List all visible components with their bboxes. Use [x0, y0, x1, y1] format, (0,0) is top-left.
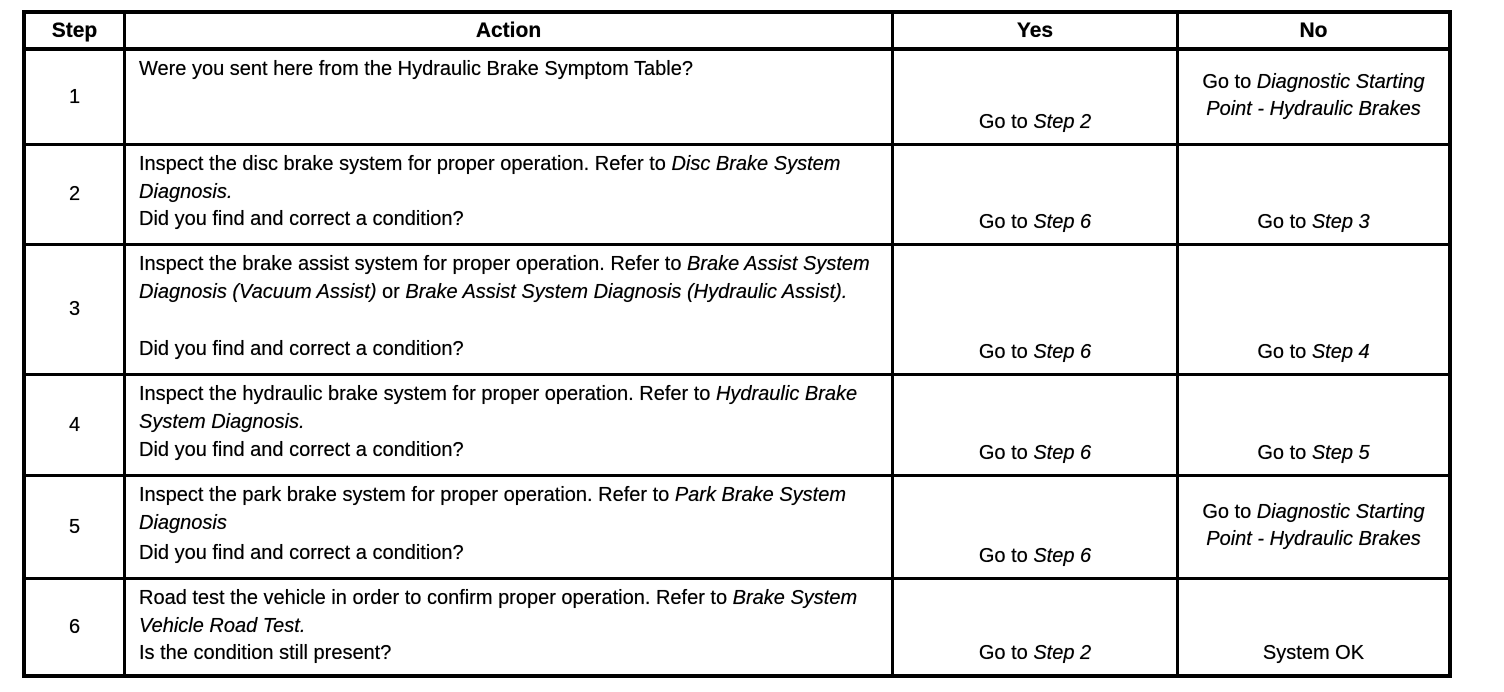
no-cell-1 — [1179, 51, 1448, 146]
action-cell-1 — [126, 51, 894, 146]
no-text: Go to Diagnostic Starting Point - Hydraulic Brakes — [1202, 501, 1425, 550]
yes-cell-4 — [894, 376, 1179, 477]
action-question: Is the condition still present? — [139, 642, 392, 665]
step-cell-2: 2 — [26, 146, 126, 246]
no-text: Go to Step 3 — [1257, 211, 1370, 233]
yes-cell-2 — [894, 146, 1179, 246]
action-text: Road test the vehicle in order to confirm proper operation. Refer to Brake System Vehicle Road Test. — [139, 587, 858, 637]
no-text: Go to Diagnostic Starting Point - Hydraulic Brakes — [1202, 71, 1425, 120]
action-text: Inspect the park brake system for proper operation. Refer to Park Brake System Diagnosis — [139, 484, 846, 534]
yes-text: Go to Step 6 — [978, 442, 1092, 464]
action-text: Inspect the hydraulic brake system for proper operation. Refer to Hydraulic Brake System Diagnosis. — [139, 383, 858, 433]
action-text: Inspect the brake assist system for proper operation. Refer to Brake Assist System Diagnosis (Vacuum Assist) or Brake Assist System Diagnosis (Hydraulic Assist). — [139, 253, 870, 303]
no-text: System OK — [1262, 642, 1365, 664]
action-text: Were you sent here from the Hydraulic Brake Symptom Table? — [139, 58, 693, 80]
action-question: Did you find and correct a condition? — [139, 338, 464, 361]
header-yes: Yes — [894, 14, 1179, 51]
action-cell-6 — [126, 580, 894, 674]
yes-text: Go to Step 6 — [978, 545, 1092, 567]
no-cell-4 — [1179, 376, 1448, 477]
yes-cell-3 — [894, 246, 1179, 376]
no-cell-6 — [1179, 580, 1448, 674]
action-cell-4 — [126, 376, 894, 477]
action-question: Did you find and correct a condition? — [139, 439, 464, 462]
yes-cell-5 — [894, 477, 1179, 580]
step-cell-5: 5 — [26, 477, 126, 580]
step-cell-1: 1 — [26, 51, 126, 146]
action-text: Inspect the disc brake system for proper operation. Refer to Disc Brake System Diagnosis. — [139, 153, 841, 203]
header-step: Step — [26, 14, 126, 51]
action-question: Did you find and correct a condition? — [139, 542, 464, 565]
action-cell-2 — [126, 146, 894, 246]
yes-cell-6 — [894, 580, 1179, 674]
header-action: Action — [126, 14, 894, 51]
action-cell-5 — [126, 477, 894, 580]
no-cell-3 — [1179, 246, 1448, 376]
yes-cell-1 — [894, 51, 1179, 146]
diagnostic-table — [22, 10, 1452, 678]
yes-text: Go to Step 2 — [978, 642, 1092, 664]
action-cell-3 — [126, 246, 894, 376]
no-text: Go to Step 4 — [1257, 341, 1370, 363]
no-cell-2 — [1179, 146, 1448, 246]
step-cell-6: 6 — [26, 580, 126, 674]
step-cell-4: 4 — [26, 376, 126, 477]
yes-text: Go to Step 6 — [978, 211, 1092, 233]
header-no: No — [1179, 14, 1448, 51]
yes-text: Go to Step 2 — [978, 111, 1092, 133]
action-question: Did you find and correct a condition? — [139, 208, 464, 231]
no-text: Go to Step 5 — [1257, 442, 1370, 464]
yes-text: Go to Step 6 — [978, 341, 1092, 363]
no-cell-5 — [1179, 477, 1448, 580]
step-cell-3: 3 — [26, 246, 126, 376]
